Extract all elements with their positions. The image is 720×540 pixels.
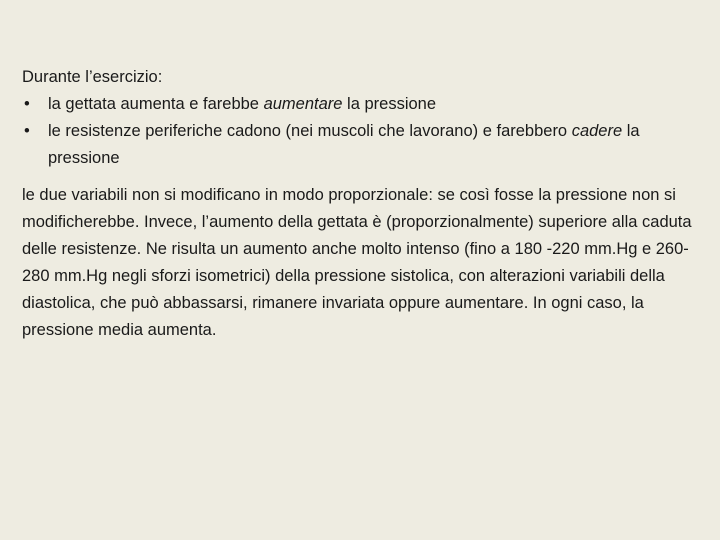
slide-content xyxy=(22,64,712,344)
bullet-text-after: la pressione xyxy=(48,122,640,167)
bullet-text-before: le resistenze periferiche cadono (nei muscoli che lavorano) e farebbero xyxy=(48,122,572,140)
bullet-item xyxy=(22,118,712,172)
bullet-list xyxy=(22,91,712,172)
bullet-text-before: la gettata aumenta e farebbe xyxy=(48,95,264,113)
body-paragraph: le due variabili non si modificano in modo proporzionale: se così fosse la pressione non si modificherebbe. Invece, l’aumento della gettata è (proporzionalmente) superiore alla caduta delle resistenze. Ne risulta un aumento anche molto intenso (fino a 180 -220 mm.Hg e 260-280 mm.Hg negli sforzi isometrici) della pressione sistolica, con alterazioni variabili della diastolica, che può abbassarsi, rimanere invariata oppure aumentare. In ogni caso, la pressione media aumenta. xyxy=(22,186,692,339)
bullet-item xyxy=(22,91,712,118)
bullet-icon: • xyxy=(24,122,30,140)
bullet-emphasis: cadere xyxy=(571,122,623,140)
bullet-text-after: la pressione xyxy=(342,95,437,113)
heading: Durante l’esercizio: xyxy=(22,68,163,86)
bullet-emphasis: aumentare xyxy=(263,95,343,113)
bullet-icon: • xyxy=(24,95,30,113)
